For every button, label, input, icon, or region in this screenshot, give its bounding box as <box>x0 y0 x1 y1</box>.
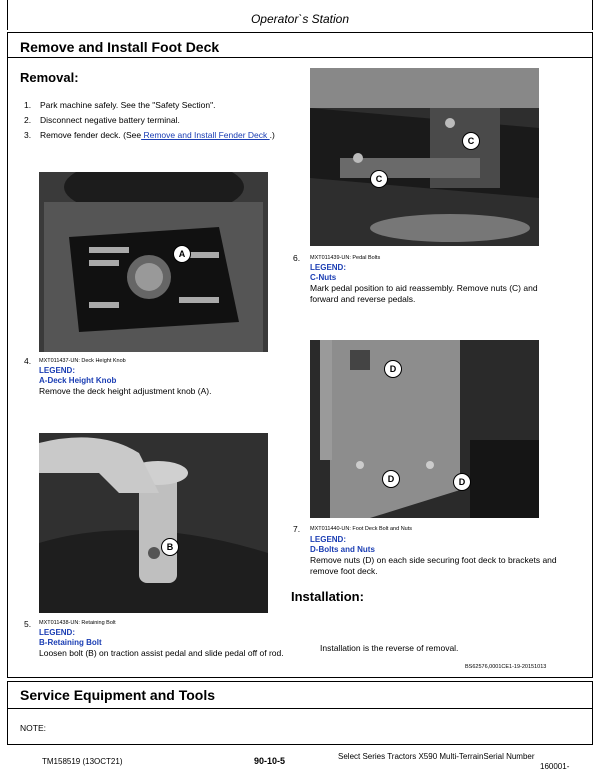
deck-height-knob-photo <box>39 172 268 352</box>
header-right-rule <box>592 0 593 30</box>
footer-tm-number: TM158519 (13OCT21) <box>42 757 123 766</box>
document-id: BS62576,0001CE1-19-20151013 <box>465 664 547 670</box>
installation-heading: Installation: <box>291 589 364 604</box>
step-number: 1. <box>24 100 32 110</box>
callout-c: C <box>462 132 480 150</box>
legend-label: LEGEND: <box>39 366 75 375</box>
step-text-before: Remove fender deck. (See <box>40 130 142 140</box>
service-title: Service Equipment and Tools <box>20 687 216 703</box>
callout-b: B <box>161 538 179 556</box>
note-label: NOTE: <box>20 723 46 733</box>
service-title-divider <box>7 708 593 709</box>
pedal-bolts-photo <box>310 68 539 246</box>
footer-serial: 160001- <box>540 762 570 771</box>
section-title-divider <box>7 57 593 58</box>
legend-label: LEGEND: <box>310 263 346 272</box>
fender-deck-link[interactable]: Remove and Install Fender Deck <box>141 130 270 140</box>
legend-item: C-Nuts <box>310 273 337 282</box>
figure-description: Loosen bolt (B) on traction assist pedal and slide pedal off of rod. <box>39 648 284 658</box>
callout-d: D <box>453 473 471 491</box>
legend-item: D-Bolts and Nuts <box>310 545 375 554</box>
retaining-bolt-photo <box>39 433 268 613</box>
step-number: 3. <box>24 130 32 140</box>
legend-label: LEGEND: <box>310 535 346 544</box>
figure-number: 6. <box>293 253 301 263</box>
footer-product: Select Series Tractors X590 Multi-TerrainSerial Number <box>338 752 535 761</box>
figure-caption: MXT011437-UN: Deck Height Knob <box>39 358 126 364</box>
step-text-after: .) <box>269 130 275 140</box>
figure-number: 5. <box>24 619 32 629</box>
figure-description: Mark pedal position to aid reassembly. Remove nuts (C) and forward and reverse pedals. <box>310 283 538 304</box>
installation-text: Installation is the reverse of removal. <box>320 643 459 653</box>
figure-number: 4. <box>24 356 32 366</box>
section-title: Remove and Install Foot Deck <box>20 39 220 55</box>
figure-caption: MXT011439-UN: Pedal Bolts <box>310 255 381 261</box>
page-header-title: Operator`s Station <box>250 12 350 26</box>
foot-deck-bolt-nuts-photo <box>310 340 539 518</box>
step-text: Park machine safely. See the "Safety Section". <box>40 100 216 110</box>
callout-d: D <box>384 360 402 378</box>
step-text: Disconnect negative battery terminal. <box>40 115 180 125</box>
callout-a: A <box>173 245 191 263</box>
callout-c: C <box>370 170 388 188</box>
figure-caption: MXT011438-UN: Retaining Bolt <box>39 620 116 626</box>
removal-heading: Removal: <box>20 70 79 85</box>
legend-item: B-Retaining Bolt <box>39 638 102 647</box>
legend-label: LEGEND: <box>39 628 75 637</box>
header-left-rule <box>7 0 8 30</box>
figure-caption: MXT011440-UN: Foot Deck Bolt and Nuts <box>310 526 412 532</box>
figure-description: Remove the deck height adjustment knob (A). <box>39 386 212 396</box>
legend-item: A-Deck Height Knob <box>39 376 117 385</box>
figure-number: 7. <box>293 524 301 534</box>
callout-d: D <box>382 470 400 488</box>
step-number: 2. <box>24 115 32 125</box>
figure-description: Remove nuts (D) on each side securing foot deck to brackets and remove foot deck. <box>310 555 557 576</box>
footer-page-number: 90-10-5 <box>254 756 286 766</box>
step-text <box>40 130 275 140</box>
